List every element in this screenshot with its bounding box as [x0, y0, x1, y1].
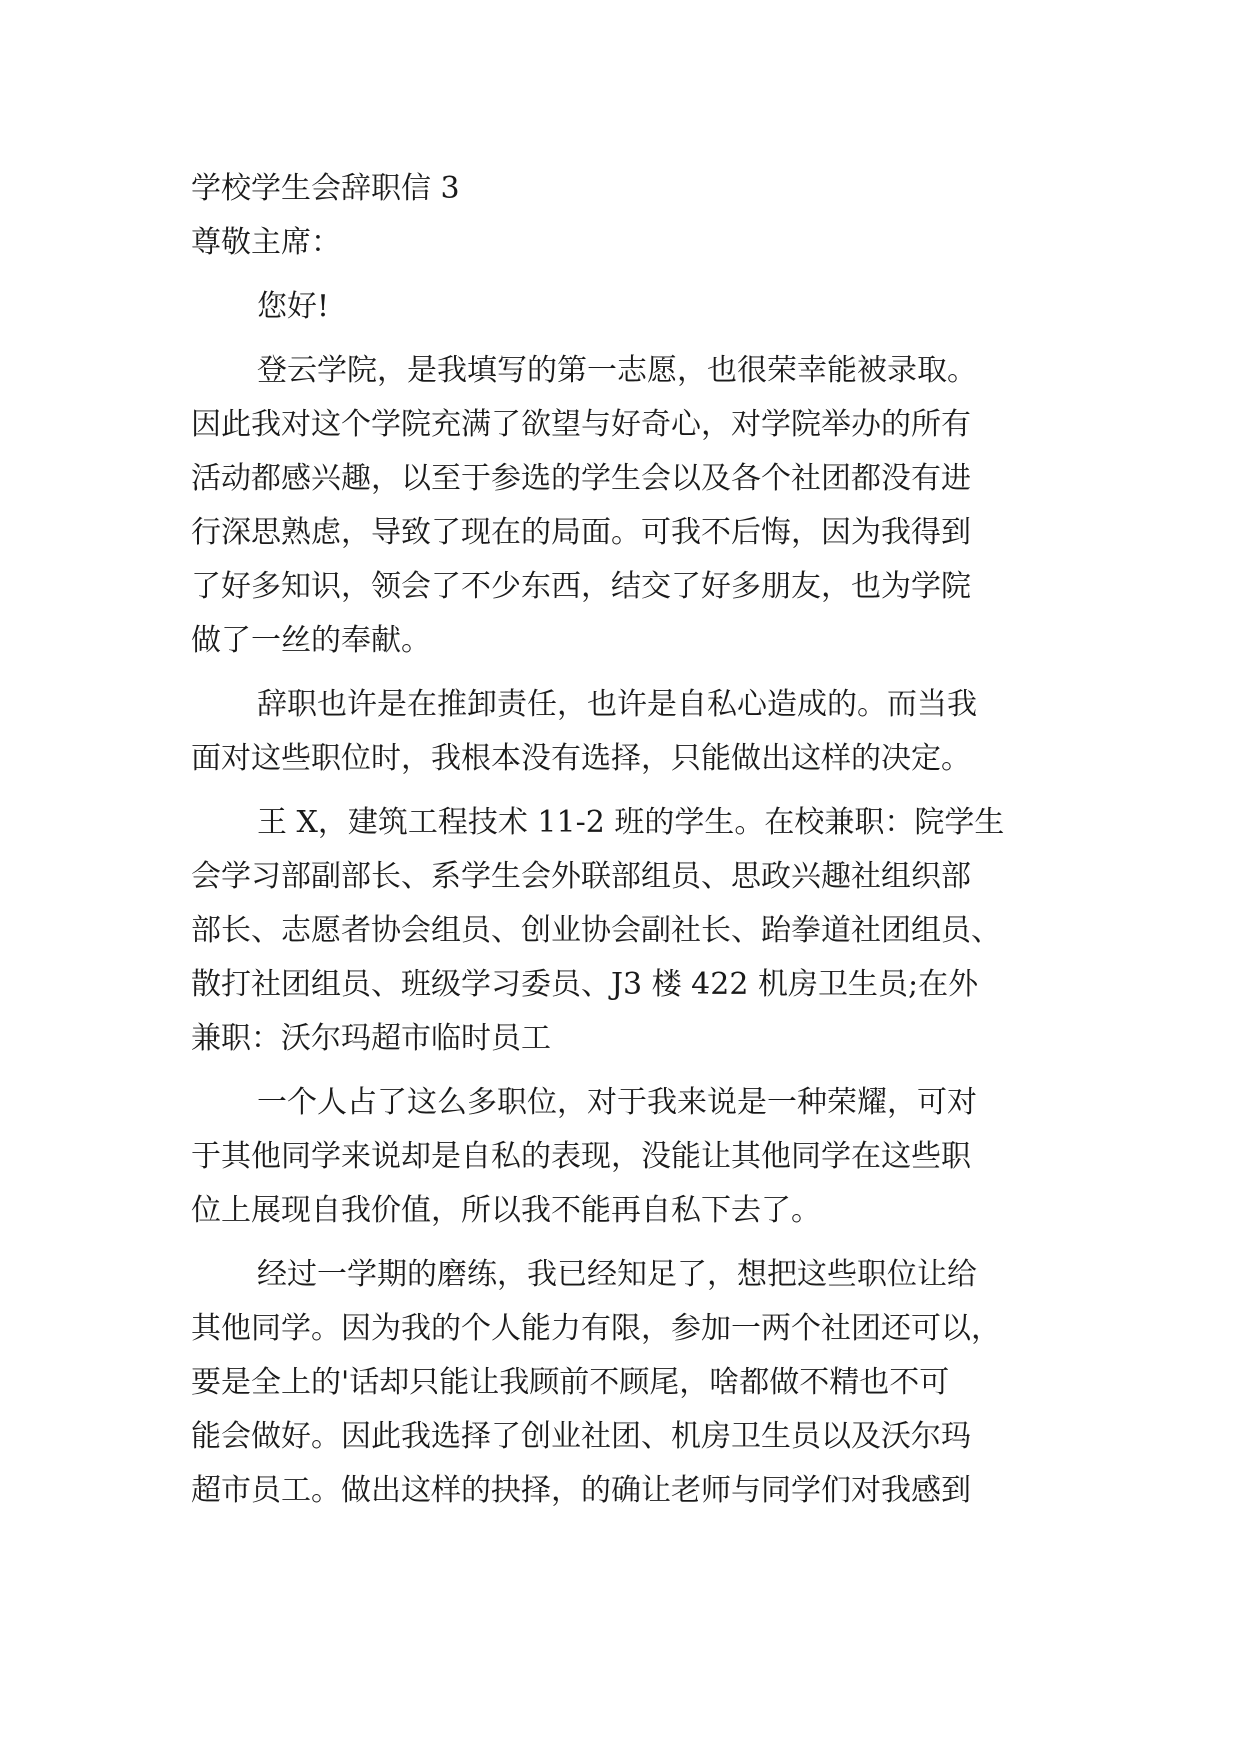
- paragraph-line: 登云学院，是我填写的第一志愿，也很荣幸能被录取。: [257, 353, 977, 388]
- paragraph-line: 部长、志愿者协会组员、创业协会副社长、跆拳道社团组员、: [191, 913, 1001, 948]
- document-title: 学校学生会辞职信 3: [191, 171, 460, 206]
- paragraph-line: 兼职：沃尔玛超市临时员工: [191, 1021, 551, 1056]
- paragraph-line: 要是全上的'话却只能让我顾前不顾尾，啥都做不精也不可: [191, 1365, 950, 1400]
- paragraph-line: 经过一学期的磨练，我已经知足了，想把这些职位让给: [257, 1257, 977, 1292]
- paragraph-line: 位上展现自我价值，所以我不能再自私下去了。: [191, 1193, 821, 1228]
- greeting: 您好!: [257, 289, 330, 324]
- paragraph-5: [191, 1248, 1061, 1518]
- paragraph-line: 会学习部副部长、系学生会外联部组员、思政兴趣社组织部: [191, 859, 971, 894]
- letter-body: [191, 162, 1061, 1518]
- paragraph-line: 做了一丝的奉献。: [191, 623, 431, 658]
- paragraph-line: 因此我对这个学院充满了欲望与好奇心，对学院举办的所有: [191, 407, 971, 442]
- paragraph-line: 超市员工。做出这样的抉择，的确让老师与同学们对我感到: [191, 1473, 971, 1508]
- paragraph-4: [191, 1076, 1061, 1238]
- paragraph-line: 活动都感兴趣，以至于参选的学生会以及各个社团都没有进: [191, 461, 971, 496]
- paragraph-line: 辞职也许是在推卸责任，也许是自私心造成的。而当我: [257, 687, 977, 722]
- paragraph-line: 一个人占了这么多职位，对于我来说是一种荣耀，可对: [257, 1085, 977, 1120]
- paragraph-line: 其他同学。因为我的个人能力有限，参加一两个社团还可以，: [191, 1311, 1001, 1346]
- salutation: 尊敬主席：: [191, 225, 341, 260]
- paragraph-2: [191, 678, 1061, 786]
- paragraph-line: 王 X，建筑工程技术 11-2 班的学生。在校兼职：院学生: [257, 805, 1005, 840]
- paragraph-line: 散打社团组员、班级学习委员、J3 楼 422 机房卫生员;在外: [191, 967, 979, 1002]
- paragraph-line: 了好多知识，领会了不少东西，结交了好多朋友，也为学院: [191, 569, 971, 604]
- paragraph-line: 能会做好。因此我选择了创业社团、机房卫生员以及沃尔玛: [191, 1419, 971, 1454]
- paragraph-line: 面对这些职位时，我根本没有选择，只能做出这样的决定。: [191, 741, 971, 776]
- paragraph-1: [191, 344, 1061, 668]
- paragraph-line: 行深思熟虑，导致了现在的局面。可我不后悔，因为我得到: [191, 515, 971, 550]
- paragraph-line: 于其他同学来说却是自私的表现，没能让其他同学在这些职: [191, 1139, 971, 1174]
- paragraph-3: [191, 796, 1061, 1066]
